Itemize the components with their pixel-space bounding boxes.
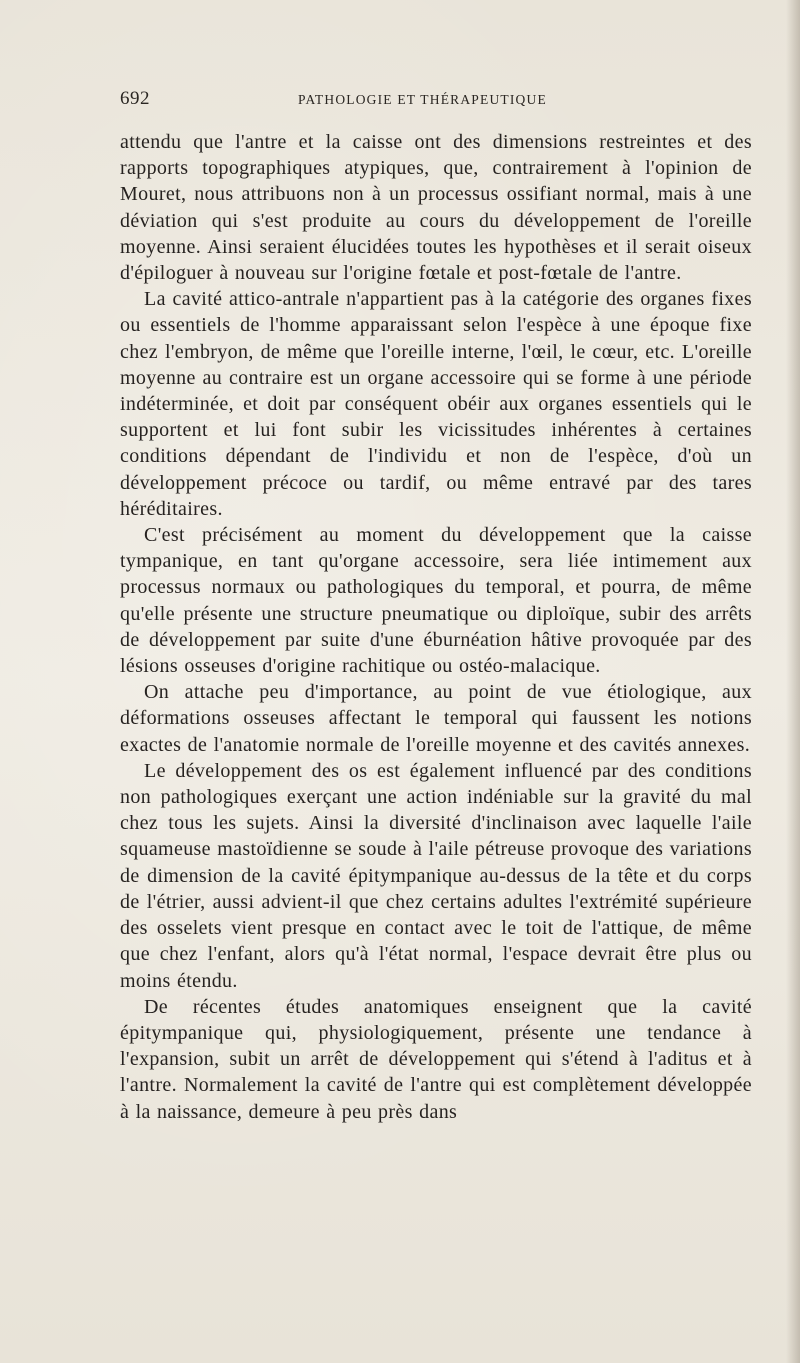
- paragraph: C'est précisément au moment du développement que la caisse tympanique, en tant qu'organe accessoire, sera liée intimement aux processus normaux ou pathologiques du temporal, et pourra, de même qu'elle présente une structure pneumatique ou diploïque, subir des arrêts de développement par suite d'une éburnéation hâtive provoquée par des lésions osseuses d'origine rachitique ou ostéo-malacique.: [120, 524, 752, 678]
- running-head: [120, 88, 750, 112]
- paragraph: Le développement des os est également influencé par des conditions non pathologiques exerçant une action indéniable sur la gravité du mal chez tous les sujets. Ainsi la diversité d'inclinaison avec laquelle l'aile squameuse mastoïdienne se soude à l'aile pétreuse provoque des variations de dimension de la cavité épitympanique au-dessus de la tête et du corps de l'étrier, aussi advient-il que chez certains adultes l'extrémité supérieure des osselets vient presque en contact avec le toit de l'attique, de même que chez l'enfant, alors qu'à l'état normal, l'espace devrait être plus ou moins étendu.: [120, 759, 752, 992]
- paragraph: On attache peu d'importance, au point de vue étiologique, aux déformations osseuses affectant le temporal qui faussent les notions exactes de l'anatomie normale de l'oreille moyenne et des cavités annexes.: [120, 681, 752, 756]
- paragraph: La cavité attico-antrale n'appartient pas à la catégorie des organes fixes ou essentiels de l'homme apparaissant selon l'espèce à une époque fixe chez l'embryon, de même que l'oreille interne, l'œil, le cœur, etc. L'oreille moyenne au contraire est un organe accessoire qui se forme à une période indéterminée, et doit par conséquent obéir aux organes essentiels qui le supportent et lui font subir les vicissitudes inhérentes à certaines conditions dépendant de l'individu et non de l'espèce, d'où un développement précoce ou tardif, ou même entravé par des tares héréditaires.: [120, 288, 752, 520]
- paragraph: De récentes études anatomiques enseignent que la cavité épitympanique qui, physiologiquement, présente une tendance à l'expansion, subit un arrêt de développement qui s'étend à l'aditus et à l'antre. Normalement la cavité de l'antre qui est complètement développée à la naissance, demeure à peu près dans: [120, 995, 752, 1123]
- running-title: PATHOLOGIE ET THÉRAPEUTIQUE: [298, 92, 547, 107]
- page-edge-shadow: [786, 0, 800, 1363]
- paragraph-continuation: attendu que l'antre et la caisse ont des dimensions restreintes et des rapports topographiques atypiques, que, contrairement à l'opinion de Mouret, nous attribuons non à un processus ossifiant normal, mais à une déviation qui s'est produite au cours du développement de l'oreille moyenne. Ainsi seraient élucidées toutes les hypothèses et il serait oiseux d'épiloguer à nouveau sur l'origine fœtale et post-fœtale de l'antre.: [120, 131, 752, 285]
- page-number: 692: [120, 88, 150, 109]
- body-text: [120, 129, 752, 1125]
